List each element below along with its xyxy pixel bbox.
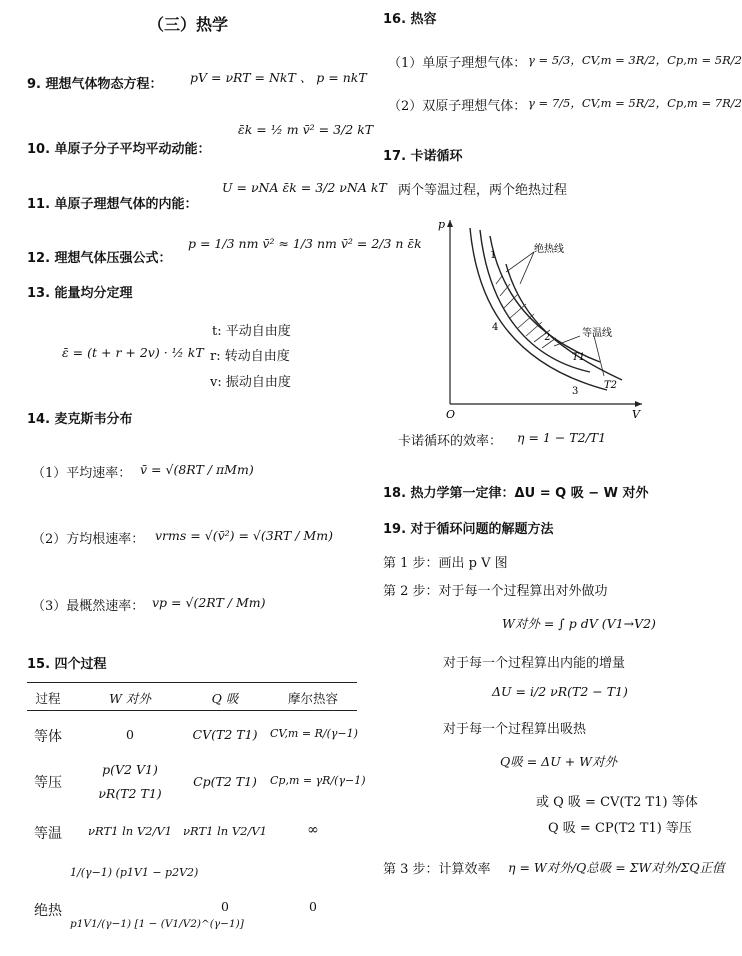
row-isochoric-work: 0	[126, 727, 134, 742]
row-isochoric-name: 等体	[34, 729, 62, 745]
row-isothermal-c: ∞	[307, 822, 319, 838]
work-formula: W对外 = ∫ p dV (V1→V2)	[502, 616, 656, 631]
item-9-label: 9. 理想气体物态方程：	[27, 77, 163, 92]
row-adiabatic-work-1: 1/(γ−1) (p1V1 − p2V2)	[70, 866, 199, 879]
carnot-pv-diagram	[432, 212, 647, 422]
most-probable-speed-label: （3）最概然速率：	[32, 599, 145, 614]
table-header-work: W 对外	[109, 691, 151, 706]
item-11-label: 11. 单原子理想气体的内能：	[27, 197, 198, 212]
monatomic-label: （1）单原子理想气体：	[388, 56, 527, 71]
item-14-label: 14. 麦克斯韦分布	[27, 412, 133, 427]
v-axis-label: V	[632, 408, 640, 421]
internal-energy-formula: ΔU = i/2 νR(T2 − T1)	[492, 684, 628, 699]
row-isobaric-work-2: νR(T2 T1)	[98, 786, 162, 801]
efficiency-method-formula: η = W对外/Q总吸 = ΣW对外/ΣQ正值	[508, 860, 725, 875]
heat-formula: Q吸 = ΔU + W对外	[500, 754, 617, 769]
row-adiabatic-heat: 0	[221, 899, 229, 914]
isotherm-label: 等温线	[582, 328, 612, 339]
item-10-formula: ε̄k = ½ m v̄² = 3/2 kT	[238, 122, 374, 137]
item-13-formula: ε̄ = (t + r + 2v) · ½ kT	[62, 345, 204, 360]
dof-translational: t: 平动自由度	[212, 324, 291, 339]
table-header-process: 过程	[35, 691, 61, 706]
item-15-label: 15. 四个过程	[27, 657, 107, 672]
dof-vibrational: v: 振动自由度	[210, 375, 291, 390]
diatomic-label: （2）双原子理想气体：	[388, 99, 527, 114]
item-12-formula: p = 1/3 nm v̄² ≈ 1/3 nm v̄² = 2/3 n ε̄k	[188, 236, 422, 251]
row-isochoric-c: CV,m = R/(γ−1)	[270, 727, 358, 740]
point-3: 3	[572, 386, 579, 397]
item-11-formula: U = νNA ε̄k = 3/2 νNA kT	[222, 180, 387, 195]
point-2: 2	[544, 332, 551, 343]
step-2: 第 2 步：对于每一个过程算出对外做功	[383, 584, 608, 599]
t2-label: T2	[604, 380, 618, 391]
section-title: （三）热学	[148, 15, 229, 34]
alt-isobaric: Q 吸 = CP(T2 T1) 等压	[548, 821, 692, 836]
v-axis-arrow	[635, 401, 642, 407]
table-header-molar-heat: 摩尔热容	[287, 691, 338, 706]
item-18-label: 18. 热力学第一定律：ΔU = Q 吸 − W 对外	[383, 486, 649, 501]
item-9-formula: pV = νRT = NkT 、 p = nkT	[190, 70, 367, 85]
row-adiabatic-name: 绝热	[34, 903, 62, 919]
dof-rotational: r: 转动自由度	[210, 349, 290, 364]
row-adiabatic-work-2: p1V1/(γ−1) [1 − (V1/V2)^(γ−1)]	[70, 918, 244, 930]
item-17-label: 17. 卡诺循环	[383, 149, 463, 164]
monatomic-formula: γ = 5/3，CV,m = 3R/2，Cp,m = 5R/2	[528, 53, 742, 67]
row-isobaric-heat: Cp(T2 T1)	[193, 774, 257, 789]
heat-text: 对于每一个过程算出吸热	[443, 722, 587, 737]
item-13-label: 13. 能量均分定理	[27, 286, 133, 301]
point-4: 4	[492, 322, 499, 333]
origin-label: O	[446, 408, 456, 421]
table-header-heat: Q 吸	[211, 691, 239, 706]
row-isobaric-work-1: p(V2 V1)	[102, 762, 158, 777]
rms-speed-label: （2）方均根速率：	[32, 532, 145, 547]
item-10-label: 10. 单原子分子平均平动动能：	[27, 142, 211, 157]
alt-isochoric: 或 Q 吸 = CV(T2 T1) 等体	[536, 795, 698, 810]
point-1: 1	[490, 250, 497, 261]
table-top-rule	[27, 682, 357, 683]
rms-speed-formula: vrms = √(v̄²) = √(3RT / Mm)	[155, 528, 333, 543]
row-isothermal-heat: νRT1 ln V2/V1	[183, 824, 267, 838]
adiabat-label: 绝热线	[534, 244, 564, 255]
efficiency-formula: η = 1 − T2/T1	[517, 430, 607, 445]
efficiency-label: 卡诺循环的效率：	[398, 434, 503, 449]
most-probable-speed-formula: vp = √(2RT / Mm)	[152, 595, 266, 610]
table-header-rule	[27, 710, 357, 711]
p-axis-label: p	[438, 218, 446, 231]
row-isobaric-c: Cp,m = γR/(γ−1)	[270, 774, 366, 787]
internal-energy-text: 对于每一个过程算出内能的增量	[443, 656, 626, 671]
p-axis-arrow	[447, 220, 453, 227]
row-isothermal-work: νRT1 ln V2/V1	[88, 824, 172, 838]
row-isobaric-name: 等压	[34, 775, 62, 791]
row-isothermal-name: 等温	[34, 826, 62, 842]
row-isochoric-heat: CV(T2 T1)	[192, 727, 258, 742]
item-12-label: 12. 理想气体压强公式：	[27, 251, 172, 266]
curve-adiabat-2	[506, 264, 622, 380]
t1-label: T1	[572, 352, 586, 363]
mean-speed-formula: v̄ = √(8RT / πMm)	[140, 462, 254, 477]
step-3: 第 3 步：计算效率	[383, 862, 491, 877]
mean-speed-label: （1）平均速率：	[32, 466, 132, 481]
isotherm-pointer-b	[594, 336, 604, 376]
item-16-label: 16. 热容	[383, 12, 437, 27]
row-adiabatic-c: 0	[309, 899, 317, 914]
step-1: 第 1 步：画出 p V 图	[383, 556, 508, 571]
diatomic-formula: γ = 7/5，CV,m = 5R/2，Cp,m = 7R/2	[528, 96, 742, 110]
carnot-description: 两个等温过程，两个绝热过程	[398, 183, 568, 198]
item-19-label: 19. 对于循环问题的解题方法	[383, 522, 554, 537]
